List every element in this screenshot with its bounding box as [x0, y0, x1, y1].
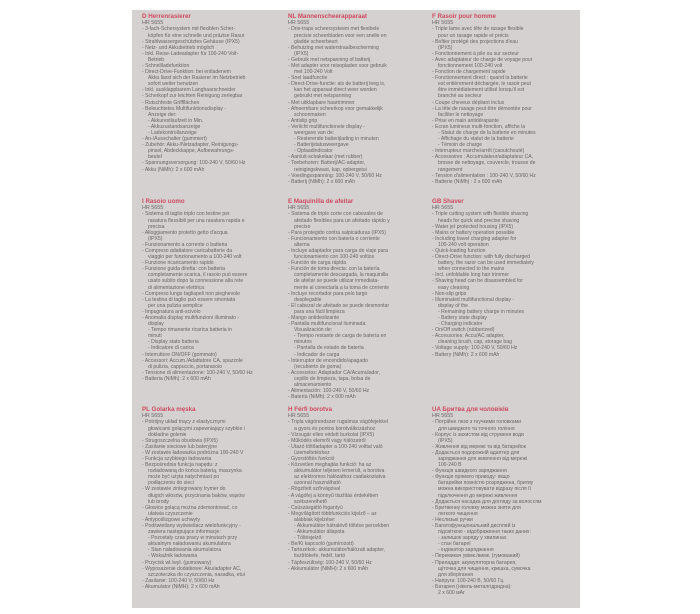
spec-line: - Akkumulátor (NiMH): 2 x 600 mAh [288, 565, 369, 572]
spec-line: - Alimentación: 100-240 V, 50/60 Hz [288, 388, 370, 395]
spec-line: - Funzione guida diretta: con batteria [142, 266, 225, 273]
spec-line: - Működés elemről vagy hálózatról [288, 437, 366, 444]
spec-line: rangement [438, 166, 463, 173]
spec-line: (IPX5) [438, 437, 453, 444]
spec-line: - Akkurestlaufzeit in Min. [148, 117, 204, 124]
spec-line: alábbiak kijelzése: [294, 516, 336, 523]
spec-line: - Bezpośrednia funkcja napędu: z [142, 462, 218, 469]
spec-line: - Función de carga rápida [288, 260, 347, 267]
spec-line: aktualnym naładowaniu akumulatora [148, 541, 231, 548]
section-ua [432, 406, 576, 596]
spec-line: - Impugnatura anti-scivolo [142, 308, 201, 315]
spec-line: - Antypoślizgowe uchwyty [142, 516, 201, 523]
spec-line: - Accessories: Accu/AC adapter, [432, 333, 505, 340]
spec-line: 100-240 volt operation [438, 241, 489, 248]
section-title: F Rasoir pour homme [432, 13, 496, 20]
spec-line: щіточка для чищення, кришка, сумочка [438, 565, 531, 572]
spec-line: - Batteria (NiMh): 2 x 600 mAh [142, 375, 211, 382]
spec-line: - Zasilanie sieciowe lub bateryjne [142, 443, 218, 450]
spec-line: kan het apparaat direct weer worden [294, 87, 377, 94]
spec-line: alterna [294, 241, 310, 248]
section-title: E Maquinilla de afeitar [288, 198, 354, 205]
spec-line: - Témoin de charge [438, 142, 483, 149]
spec-line: desplegable [294, 296, 322, 303]
spec-line: - Batterie (NiMh) : 2 x 600 mAh [432, 178, 503, 185]
instruction-sheet [132, 10, 580, 608]
section-title: H Férfi borotva [288, 406, 333, 413]
spec-line: di pulizia, cappuccio, portarasoio [148, 363, 222, 370]
spec-line: az elektromos hálózathoz csatlakoztatva [294, 474, 386, 481]
spec-line: - Oplaadindicator [294, 148, 333, 155]
spec-line: - Gebruik met netspanning of batterij [288, 56, 371, 63]
spec-line: szétszerelhető [294, 498, 327, 505]
model-number: HR 5655 [288, 20, 310, 26]
spec-line: - Shaving head can be disassembled for [432, 278, 523, 285]
spec-line: - Strugoszczelna obudowa (IPX5) [142, 437, 218, 444]
spec-line: rasatura flessibili per una rasatura rapida e [148, 217, 245, 224]
spec-line: - Tápfeszültség: 100-240 V, 50/60 Hz [288, 559, 372, 566]
model-number: HR 5655 [288, 205, 310, 211]
spec-line: - Incluye adaptador para carga de viaje para [288, 247, 388, 254]
spec-line: Akku lässt sich der Rasierer im Netzbetrieb [148, 75, 246, 82]
spec-line: - Prise en main antidérapante [432, 117, 499, 124]
spec-line: easy cleaning [438, 284, 470, 291]
spec-line: üzemeltetéshez [294, 449, 330, 456]
spec-line: köpfen für eine schnelle und präzise Rasur [148, 32, 245, 39]
spec-line: cepillo de limpieza, tapa, bolsa de [294, 375, 371, 382]
spec-line: - Tiempo restante de carga de batería en [294, 333, 387, 340]
spec-line: completamente descargada, la maquinilla [294, 272, 389, 279]
spec-line: - Inkl. Reise-Ladeadapter für 100-240 Volt- [142, 50, 239, 57]
spec-line: (IPX5) [148, 235, 163, 242]
spec-line: beutel [148, 154, 162, 161]
spec-line: - An-/Ausschalter (gummiert) [142, 136, 207, 143]
spec-line: preciso [294, 223, 311, 230]
spec-line: gladde scheerbeurt [294, 38, 338, 45]
model-number: HR 5655 [142, 205, 164, 211]
spec-line: - Direct-Drive-Funktion: bei entladenem [142, 69, 231, 76]
spec-line: - Mango antideslizante [288, 315, 340, 321]
section-title: NL Mannenscheerapparaat [288, 13, 367, 20]
spec-line: - Beleuchtetes Multifunktionsdisplay - [142, 105, 227, 112]
spec-line: - 3-fach-Schersystem mit flexiblen Scher- [142, 26, 236, 33]
spec-line: - Netz- und Akkubetrieb möglich [142, 44, 215, 51]
spec-line: display [148, 321, 164, 328]
spec-line: - індикатор заряджання [438, 547, 494, 554]
spec-line: afeitado flexibles para un afeitado rápido y [294, 217, 390, 224]
spec-line: est entièrement déchargée, le rasoir peut [438, 81, 531, 88]
section-title: D Herrenrasierer [142, 13, 191, 20]
spec-line: branché au secteur [438, 93, 482, 100]
spec-line: - Функція швидкого заряджання [432, 468, 507, 475]
spec-line: - Batterijstatusweergave [294, 142, 349, 149]
spec-line: gebruikt met netspanning [294, 93, 352, 100]
spec-line: - Compreso adattatore caricabatterie da [142, 247, 233, 254]
spec-line: schoonmaken [294, 111, 326, 118]
spec-line: - Alloggiamento protetto getto d'acqua [142, 229, 228, 236]
spec-line: sofort weiter benutzen [148, 81, 199, 88]
spec-line: - W zestawie zintegrowany trymer do [142, 486, 226, 493]
spec-line: - Przycisk wł./wył. (gumowany) [142, 559, 212, 566]
spec-line: (recubierto de goma) [294, 363, 342, 370]
spec-line: - Pozostały czas pracy w minutach przy [148, 535, 238, 542]
spec-line: - Antislip grip [288, 117, 318, 124]
spec-line: viaggio per funzionamento a 100-240 volt [148, 254, 242, 261]
spec-line: - Indicador de carga [294, 351, 340, 358]
spec-line: - Triple lame avec tête de rasage flexible [432, 26, 524, 33]
spec-line: - Water jet protected housing (IPX5) [432, 223, 514, 230]
spec-line: - Anomalia display multifunzioni illuminato - [142, 315, 240, 321]
spec-line: di alimentazione elettrica [148, 284, 205, 291]
spec-line: - Akkuzustandsanzeige [148, 123, 201, 130]
spec-line: - Accessoires : Accumulateur/adaptateur CA, [432, 154, 534, 161]
spec-line: brosse de nettoyage, couvercle, trousse de [438, 160, 536, 167]
spec-line: - Incl. unfoldable long hair trimmer [432, 272, 510, 279]
spec-line: - Sistema de triple corte con cabezales de [288, 211, 383, 218]
spec-line: - Toebehoren: Batterij/AC-adapter, [288, 160, 366, 167]
spec-line: - Charging indicator [438, 321, 483, 328]
spec-line: être immédiatement utilisé lorsqu'il est [438, 87, 525, 94]
spec-line: - Funzionamento a corrente o batteria [142, 241, 228, 248]
spec-line: - Funzione ricaricamento rapido [142, 260, 214, 267]
spec-line: - Fonctionnement à pile ou sur secteur [432, 50, 519, 57]
spec-line: - Potrójny układ tnący z elastycznymi [142, 419, 226, 426]
spec-line: met 100-240 Volt [294, 69, 333, 76]
spec-line: Anzeige der: [148, 111, 177, 118]
model-number: HR 5655 [142, 20, 164, 26]
spec-line: - Додається подорожній адаптер для [432, 449, 520, 456]
spec-line: - Voltage supply: 100-240 V, 50/60 Hz [432, 345, 518, 352]
spec-line: minutos [294, 339, 312, 346]
spec-line: może być użyta natychmiast po [148, 474, 220, 481]
spec-line: - Spannungsversorgung: 100-240 V, 50/60 Hz [142, 160, 246, 167]
spec-line: when connected to the mains [438, 266, 505, 273]
spec-line: - Batterij (NiMh): 2 x 600 mAh [288, 178, 356, 185]
spec-line: - Podświetlany wyświetlacz wielofunkcyjny - [142, 523, 241, 529]
spec-line: - Wskaźnik ładowania [148, 553, 198, 560]
spec-line: - Non-slip grips [432, 290, 467, 297]
spec-line: - Accesorios: Adaptador CA/Acumulador, [288, 369, 381, 376]
section-title: GB Shaver [432, 198, 464, 205]
model-number: HR 5655 [288, 413, 310, 419]
spec-line: mente al conectarla a la toma de corriente [294, 284, 390, 291]
spec-line: - Wyposażenie dodatkowe: Aku/adapter AC, [142, 565, 242, 572]
spec-line: - Inkl. ausklappbarem Langhaarschneider [142, 87, 236, 94]
spec-line: - Schnellladefunktion [142, 62, 190, 69]
spec-line: - Aan/uit-schakelaar (met rubber) [288, 154, 363, 161]
spec-line: - Interruptor de encendido/apagado [288, 357, 368, 364]
spec-line: Betrieb [148, 56, 165, 63]
spec-line: - Be/Ki kapcsoló (gumírozott) [288, 541, 354, 548]
spec-line: dokładne golenie [148, 431, 187, 438]
spec-line: - Interruttore ON/OFF (gommato) [142, 351, 217, 358]
spec-line: zawiera następujące informacje: [148, 529, 221, 536]
spec-line: - Tartozékok: akkumulátor/hálózati adapter, [288, 547, 386, 554]
spec-line: - Affichage du statut de la batterie [438, 136, 514, 143]
section-title: I Rasoio uomo [142, 198, 185, 205]
spec-line: almacenamiento [294, 382, 332, 389]
spec-line: 2 х 600 мАг [438, 590, 465, 597]
spec-line: - Funkcja szybkiego ładowania [142, 455, 212, 462]
spec-line: - Akkumulátor hátralévő töltése percekben [294, 523, 390, 529]
spec-line: (IPX5) [438, 44, 453, 51]
spec-line: - Afneembare scheerkop voor gemakkelijk [288, 105, 383, 112]
spec-line: - Accessori: Accum./Adattatore CA, spazzole [142, 357, 243, 364]
spec-line: - Ladekontrollanzeige [148, 130, 197, 136]
spec-line: - Resterende batterijlading in minuten [294, 136, 379, 143]
spec-line: podłączeniu do sieci [148, 480, 194, 487]
spec-line: azonnal használható [294, 480, 341, 487]
spec-line: minuti [148, 333, 162, 340]
spec-line: - Battery state display [438, 315, 487, 321]
spec-line: akkumulátor teljesen lemerült, a borotva [294, 468, 385, 475]
spec-line: легкого чищення [438, 510, 478, 517]
spec-line: - залишок заряду у хвилинах [438, 535, 507, 542]
spec-line: - Неслизькі ручки [432, 516, 473, 523]
spec-line: - Közvetlen meghajtás funkció: ha az [288, 462, 372, 469]
spec-line: - Корпус із захистом від струменя води [432, 431, 524, 438]
spec-line: display of the [438, 302, 469, 309]
spec-line: - Interrupteur marche/arrêt (caoutchouté) [432, 148, 525, 155]
spec-line: можна використовувати відразу після її [438, 486, 531, 493]
spec-line: - Écran lumineux multi-fonction, affiche la [432, 123, 526, 130]
spec-line: Visualización de: [294, 327, 333, 334]
spec-line: precisa [148, 223, 165, 230]
spec-line: - Met adapter voor reisopladen voor gebruik [288, 62, 387, 69]
spec-line: - Remaining battery charge in minutes [438, 308, 525, 315]
spec-line: - Tempo rimanente ricarica batteria in [148, 327, 232, 334]
spec-line: - Met uitklapbare haartrimmer [288, 99, 355, 106]
spec-line: - Akkumulátor állapota [294, 529, 345, 536]
spec-line: pour un rasage rapide et précis [438, 32, 509, 39]
spec-line: - Багатофункціональний дисплей із [432, 523, 516, 529]
spec-line: - Display stato batteria [148, 339, 199, 346]
spec-line: - Потрійне лезо з гнучкими головками [432, 419, 521, 426]
spec-line: - Tensione di alimentazione: 100-240 V, 50/60 Hz [142, 369, 253, 376]
spec-line: підключення до мережі живлення [438, 492, 518, 499]
spec-line: - Función de toma directa: con la batería [288, 266, 380, 273]
spec-line: fonctionnement 100-240 volt [438, 62, 503, 69]
spec-line: (IPX5) [294, 50, 309, 57]
spec-line: weergave van de: [294, 130, 335, 136]
spec-line: - Incluye recortador para pelo largo [288, 290, 368, 297]
spec-line: - Głowice golącą można zdemontować, co [142, 504, 238, 511]
spec-line: заряджання для живлення від мережі [438, 455, 527, 462]
spec-line: heads for quick and precise shaving [438, 217, 520, 224]
spec-line: - Перемикач увімк./вимк. (гумований) [432, 553, 520, 560]
spec-line: usato subito dopo la connessione alla rete [148, 278, 244, 285]
spec-line: - Gyorstöltés funkció [288, 455, 335, 462]
spec-line: - Strahlwassergeschütztes Gehäuse (IPX5) [142, 38, 240, 45]
spec-line: - стан батареї [438, 541, 471, 548]
spec-line: - Quick-loading function [432, 247, 486, 254]
model-number: HR 5655 [432, 413, 454, 419]
spec-line: - Coupe cheveux dépliant inclus [432, 99, 505, 106]
spec-line: - A vágófej a könnyű tisztítás érdekében [288, 492, 379, 499]
spec-line: - Boîtier protégé des projections d'eau [432, 38, 518, 45]
spec-line: precisie scheerbladen voor een snelle en [294, 32, 387, 39]
spec-line: - Utazó töltőadapter a 100-240 volttal való [288, 443, 383, 450]
spec-line: - Funcionamiento con batería o corriente [288, 235, 380, 242]
spec-line: ułatwia czyszczenie [148, 510, 193, 517]
spec-line: для швидкого та точного гоління [438, 425, 515, 432]
spec-line: a gyors és pontos borotválkozáshoz [294, 425, 376, 432]
spec-line: батарейки повністю розряджена, бритву [438, 480, 534, 487]
spec-line: - Statut de charge de la batterie en minutes [438, 130, 536, 136]
spec-line: - Tension d'alimentation : 100-240 V, 50/60 Hz [432, 172, 536, 179]
spec-line: para una fácil limpieza [294, 308, 345, 315]
spec-line: - Rögzített szőrvágóval [288, 486, 341, 493]
spec-line: - On/Off switch (rubberized) [432, 327, 495, 334]
spec-line: - Direct-Drive function: with fully discharged [432, 254, 530, 261]
spec-line: - Sistema di taglio triplo con testine per [142, 211, 230, 218]
spec-line: lub brody [148, 498, 169, 505]
spec-line: - Zubehör: Akku-/Netzadapter, Reinigungs- [142, 142, 239, 149]
spec-line: - Akumulator (NiMH): 2 x 600 mAh [142, 583, 220, 590]
spec-line: - Функція прямого приводу: якщо [432, 474, 510, 481]
section-gb [432, 198, 576, 358]
spec-line: - Voedingsspanning: 100-240 V, 50/60 Hz [288, 172, 382, 179]
section-title: PL Golarka męska [142, 406, 196, 413]
spec-line: battery, the razor can be used immediately [438, 260, 534, 267]
spec-line: - Megvilágított többfunkciós kijelző – az [288, 510, 377, 517]
spec-line: - Scherkopf zur leichten Reinigung zerlegbar [142, 93, 243, 100]
spec-line: - Pantalla multifuncional iluminada: [288, 321, 367, 328]
spec-line: - La tête de rasage peut être démontée pour [432, 105, 532, 112]
spec-line: - Compreso lungo tagliapeli non pieghevole [142, 290, 240, 297]
section-fr [432, 13, 576, 185]
spec-line: 100-240 В [438, 462, 462, 469]
spec-line: - Mains or battery operation possible [432, 229, 515, 236]
model-number: HR 5655 [432, 20, 454, 26]
spec-line: - Приладдя: акумуляторна батарея, [432, 559, 517, 566]
spec-line: - Battery (NiMh): 2 x 600 mAh [432, 351, 500, 358]
spec-line: completamente scarica, il rasoio può essere [148, 272, 248, 279]
model-number: HR 5655 [432, 205, 454, 211]
spec-line: cleaning brush, cap, storage bag [438, 339, 512, 346]
section-hu [288, 406, 432, 572]
spec-line: rozładowaną do końca baterią, maszynka [148, 468, 242, 475]
spec-line: - Додається насадка для догляду за волоссям [432, 498, 542, 505]
spec-line: для зберігання [438, 571, 474, 578]
spec-line: - Fonctionnement direct : quand la batterie [432, 75, 528, 82]
spec-line: - Csúszásgátló fogantyú [288, 504, 343, 511]
spec-line: - Indicatore di carica [148, 345, 194, 352]
spec-line: - Including travel charging adapter for [432, 235, 517, 242]
spec-line: głowicami golącymi zapewniający szybkie i [148, 425, 245, 432]
spec-line: reinigingskwast, kap, opbergetui [294, 166, 367, 173]
spec-line: - Töltésjelző [294, 535, 322, 542]
spec-line: tisztítókefe, fedél, tartó [294, 553, 346, 560]
spec-line: - Батарея (нікель-металгідридна): [432, 583, 512, 590]
spec-line: - Batería (NiMh): 2 x 600 mAh [288, 394, 356, 401]
spec-line: długich włosów, przycinania baków, wąsów [148, 492, 245, 499]
section-nl [288, 13, 432, 185]
spec-line: - Zasilanie: 100-240 V, 50/60 Hz [142, 577, 215, 584]
spec-line: funcionamiento con 100-240 voltios [294, 254, 375, 261]
spec-line: faciliter le nettoyage [438, 111, 484, 118]
spec-line: - La testina di taglio può essere smontata [142, 296, 236, 303]
model-number: HR 5655 [142, 413, 164, 419]
spec-line: - Verlicht multifunctionele display - [288, 123, 366, 130]
spec-line: - Бритвенну головку можна зняти для [432, 504, 521, 511]
section-de [142, 13, 286, 173]
spec-line: de afeitar se puede utilizar inmediata- [294, 278, 379, 285]
spec-line: - Fonction de chargement rapide [432, 69, 506, 76]
section-pl [142, 406, 286, 590]
spec-line: - Tripla vágórendszer rugalmas vágófejekkel [288, 419, 388, 426]
spec-line: - Живлення від мережі та від батарейок [432, 443, 526, 450]
spec-line: - Stan naładowania akumulatora [148, 547, 222, 554]
spec-line: - Напруга: 100-240 В, 50/60 Гц [432, 577, 504, 584]
spec-line: - Para protegido contra salpicaduras (IPX5) [288, 229, 386, 236]
spec-line: pinsel, Abdeckkappe, Aufbewahrungs- [148, 148, 235, 155]
spec-line: - Avec adaptateur de charge de voyage pour [432, 56, 533, 63]
spec-line: - W zestawie ładowarka podróżna 100-240 V [142, 449, 244, 456]
spec-line: - El cabezal de afeitado se puede desmontar [288, 302, 390, 309]
spec-line: - Vízsugár ellen védett burkolat (IPX5) [288, 431, 375, 438]
section-es [288, 198, 432, 400]
spec-line: підсвіткою - відображення таких даних: [438, 529, 531, 536]
section-title: UA Бритва для чоловіків [432, 406, 509, 413]
spec-line: - Behuizing met waterstraalbescherming [288, 44, 379, 51]
spec-line: - Drie-traps scheersysteem met flexibele [288, 26, 380, 33]
spec-line: - Pantalla de estado de batería [294, 345, 364, 352]
spec-line: szczoteczka do czyszczenia, nasadka, etui [148, 571, 245, 578]
section-it [142, 198, 286, 382]
spec-line: per una pulizia semplice [148, 302, 203, 309]
spec-line: - Rutschfeste Griffflächen [142, 99, 200, 106]
spec-line: - Triple cutting system with flexible shaving [432, 211, 529, 218]
spec-line: - Snel laadfunctie [288, 75, 328, 82]
spec-line: - Direct-Drive-functie: als de batterij leeg is, [288, 81, 386, 88]
spec-line: - Illuminated multifunctional display - [432, 296, 515, 303]
spec-line: - Akku (NiMh): 2 x 600 mAh [142, 166, 205, 173]
